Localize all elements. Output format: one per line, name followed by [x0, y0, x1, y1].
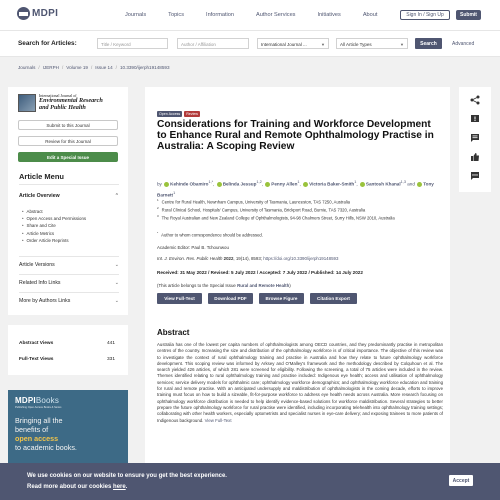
search-label: Search for Articles: — [18, 40, 77, 47]
cookie-policy-link[interactable]: here — [113, 484, 126, 490]
breadcrumb-journals[interactable]: Journals — [18, 65, 36, 70]
author-sup: 1 — [297, 180, 300, 184]
breadcrumb-doi: 10.3390/ijerph19148593 — [119, 65, 170, 70]
main-nav — [125, 12, 399, 18]
special-issue-link[interactable]: Rural and Remote Health — [237, 283, 290, 288]
abstract-body: Australia has one of the lowest per capita numbers of ophthalmologists among OECD countries, and they predominantly practise in metropolitan centres of the country. Increasing the size and distribution of the ophthalmology workforce is of critical importance. The objective of this review was to investigate the context of rural ophthalmology training and practise in Australia and how they relate to future ophthalmology workforce development. This scoping review was informed by Arksey and O'Malley's framework and the methodology described by Colquhoun et al. The search yielded 426 articles, of which 281 were screened for eligibility. Following the screening, a total of 75 articles were included in the review. Themes identified relating to rural ophthalmology training and practise included: Indigenous eye health; access and utilisation of ophthalmology services; service delivery models for ophthalmic care; ophthalmology workforce demographics; and ophthalmology workforce education and training for rural and remote practise. With an anticipated undersupply and maldistribution of ophthalmologists in the coming decade, efforts to improve training must focus on how to build a sizeable, fit-for-purpose workforce to address eye health needs across Australia. More research focusing on ophthalmology workforce distribution is needed to help identify evidence-based solutions for workforce maldistribution. Several strategies to better prepare the future ophthalmology workforce for rural practise were identified, including incorporating telehealth into ophthalmology training settings; collaborating with other health workers, especially optometrists and specialist nurses in eye-care delivery; and exposing trainees to more patients of Indigenous background. — [157, 342, 443, 423]
chevron-down-icon: ⌄ — [114, 298, 119, 304]
article-title: Considerations for Training and Workforce Development to Enhance Rural and Remote Ophthalmology Practise in Australia: A Scoping Review — [157, 119, 434, 153]
journal-select[interactable] — [257, 38, 329, 49]
author-name[interactable]: Victoria Baker-Smith — [309, 181, 355, 187]
fulltext-views-value: 331 — [106, 357, 115, 362]
overview-item-open-access[interactable]: • Open Access and Permissions — [22, 215, 86, 222]
cookie-line1: We use cookies on our website to ensure you get the best experience. — [27, 473, 227, 479]
ad-headline — [15, 416, 121, 452]
nav-journals[interactable]: Journals — [125, 12, 147, 18]
author-name[interactable]: Tony Barnett — [157, 181, 434, 198]
ad-line2: benefits of — [15, 425, 49, 434]
title-keyword-input[interactable]: Title / Keyword — [97, 38, 168, 49]
citation-year: 2022 — [223, 256, 234, 261]
doi-link[interactable]: https://doi.org/10.3390/ijerph19148593 — [263, 256, 339, 261]
article-overview-label: Article Overview — [19, 193, 60, 199]
journal-name-line3: and Public Health — [39, 103, 86, 111]
breadcrumb-volume[interactable]: Volume 19 — [66, 65, 88, 70]
orcid-icon[interactable] — [217, 182, 222, 187]
comment-icon[interactable] — [468, 131, 482, 145]
breadcrumb-issue[interactable]: Issue 14 — [95, 65, 113, 70]
ad-line1: Bringing all the — [15, 416, 63, 425]
affil-text: Author to whom correspondence should be addressed. — [161, 232, 263, 238]
breadcrumb-separator: / — [38, 65, 40, 70]
cookie-banner — [0, 463, 500, 500]
divider — [19, 274, 119, 275]
author-sup: 1,* — [208, 180, 214, 184]
corresponding-note — [157, 230, 439, 239]
author-name[interactable]: Santosh Khanal — [365, 181, 401, 187]
special-prefix: (This article belongs to the Special Issue — [157, 283, 238, 288]
abstract-views-row — [19, 341, 115, 346]
journal-cover-icon — [18, 94, 36, 112]
abstract-views-value: 441 — [106, 341, 115, 346]
breadcrumb-journal[interactable]: IJERPH — [42, 65, 59, 70]
publication-dates: Received: 31 May 2022 / Revised: 5 July 2022 / Accepted: 7 July 2022 / Published: 14 July 2022 — [157, 270, 363, 275]
article-versions-toggle[interactable] — [19, 262, 119, 268]
mdpi-books-logo — [15, 396, 121, 405]
cookie-message — [27, 471, 227, 493]
affiliation-3 — [157, 213, 439, 222]
chevron-up-icon: ⌃ — [114, 193, 119, 199]
article-views-box — [8, 325, 128, 375]
chevron-down-icon: ▼ — [321, 42, 325, 47]
review-badge: Review — [186, 112, 198, 116]
breadcrumb-separator: / — [115, 65, 117, 70]
nav-about[interactable]: About — [362, 12, 378, 18]
accept-cookies-button[interactable]: Accept — [449, 475, 473, 486]
advanced-search-link[interactable]: Advanced — [452, 41, 475, 47]
download-pdf-button[interactable]: Download PDF — [208, 293, 253, 304]
article-overview-toggle[interactable] — [19, 193, 119, 199]
open-access-badge: Open Access — [159, 112, 181, 116]
mdpi-logo[interactable] — [17, 7, 58, 20]
orcid-icon[interactable] — [265, 182, 270, 187]
nav-author-services[interactable]: Author Services — [256, 12, 296, 18]
divider — [19, 292, 119, 293]
journal-select-value: International Journal ... — [261, 42, 307, 47]
affil-text: Centre for Rural Health, Newnham Campus, University of Tasmania, Launceston, TAS 7250, Australia — [161, 199, 350, 205]
orcid-icon[interactable] — [417, 182, 422, 187]
view-full-text-button[interactable]: View Full-Text — [157, 293, 202, 304]
breadcrumb-separator: / — [62, 65, 64, 70]
author-name[interactable]: Kehinde Obamiro — [170, 181, 209, 187]
cookie-line2-suffix: . — [125, 484, 128, 490]
and-label: and — [407, 181, 415, 187]
article-actions — [157, 293, 363, 304]
orcid-icon[interactable] — [164, 182, 169, 187]
special-suffix: ) — [289, 283, 291, 288]
related-info-label: Related Info Links — [19, 280, 61, 286]
chevron-down-icon: ⌄ — [114, 280, 119, 286]
overview-item-reprints[interactable]: • Order Article Reprints — [22, 237, 86, 244]
article-versions-label: Article Versions — [19, 262, 55, 268]
citation-export-button[interactable]: Citation Export — [310, 293, 357, 304]
fulltext-views-label: Full-Text Views — [19, 357, 54, 362]
sign-in-button[interactable]: Sign In / Sign Up — [400, 10, 450, 20]
nav-topics[interactable]: Topics — [168, 12, 185, 18]
article-menu-title: Article Menu — [19, 172, 65, 181]
author-sup: 1 — [173, 190, 176, 195]
breadcrumb — [18, 65, 173, 70]
affil-mark: 2 — [157, 206, 159, 210]
more-by-authors-label: More by Authors Links — [19, 298, 71, 304]
more-icon[interactable] — [468, 169, 482, 183]
related-info-toggle[interactable] — [19, 280, 119, 286]
affil-text: Rural Clinical School, Hospitals' Campus, University of Tasmania, Brickport Road, Burnie, TAS 7320, Australia — [161, 207, 366, 213]
affil-mark: * — [157, 231, 159, 235]
cookie-line2 — [27, 482, 227, 493]
more-by-authors-toggle[interactable] — [19, 298, 119, 304]
chevron-down-icon: ▼ — [400, 42, 404, 47]
affil-mark: 1 — [157, 198, 159, 202]
author-name[interactable]: Penny Allen — [271, 181, 298, 187]
affil-mark: 3 — [157, 214, 159, 218]
article-tags — [157, 111, 202, 117]
share-icon[interactable] — [468, 93, 482, 107]
submit-to-journal-button[interactable]: Submit to this Journal — [18, 120, 118, 130]
mdpi-logo-text: MDPI — [32, 8, 59, 19]
overview-item-share-cite[interactable]: • Share and Cite — [22, 222, 86, 229]
ad-subtitle: Publishing Open Access Books & Series — [15, 406, 62, 409]
search-button[interactable]: Search — [415, 38, 442, 49]
article-type-select[interactable] — [336, 38, 408, 49]
overview-item-metrics[interactable]: • Article Metrics — [22, 230, 86, 237]
fulltext-views-row — [19, 357, 115, 362]
overview-item-abstract[interactable]: • Abstract — [22, 208, 86, 215]
orcid-icon[interactable] — [303, 182, 308, 187]
author-name[interactable]: Belinda Jessup — [222, 181, 257, 187]
browse-figure-button[interactable]: Browse Figure — [259, 293, 304, 304]
orcid-icon[interactable] — [360, 182, 365, 187]
submit-button[interactable]: Submit — [456, 10, 481, 20]
author-sup: 1 — [354, 180, 357, 184]
divider — [19, 184, 119, 185]
journal-info-box — [8, 87, 128, 172]
citation-rest: , 19(14), 8593; — [233, 256, 264, 261]
chevron-down-icon: ⌄ — [114, 262, 119, 268]
abstract-heading: Abstract — [157, 328, 190, 337]
journal-name-line2: Environmental Research — [39, 97, 103, 105]
edit-special-issue-button[interactable]: Edit a Special Issue — [18, 152, 118, 162]
author-sup: 1,2 — [256, 180, 262, 184]
review-for-journal-button[interactable]: Review for this Journal — [18, 136, 118, 146]
author-affiliation-input[interactable]: Author / Affiliation — [177, 38, 249, 49]
ad-logo-b: Books — [35, 396, 60, 405]
breadcrumb-separator: / — [91, 65, 93, 70]
academic-editor: Academic Editor: Paul B. Tchounwou — [157, 245, 229, 250]
author-sup: 1,3 — [400, 180, 406, 184]
search-bar — [0, 31, 500, 57]
journal-name-line1: International Journal of — [39, 93, 77, 98]
view-full-text-link[interactable]: View Full-Text — [204, 417, 232, 423]
citation-journal: Int. J. Environ. Res. Public Health — [157, 256, 223, 261]
ad-logo-a: MDPI — [15, 396, 36, 405]
alert-icon[interactable] — [468, 112, 482, 126]
top-header — [0, 0, 500, 31]
share-toolbar — [459, 87, 491, 192]
divider — [19, 256, 119, 257]
ad-line3: open access — [15, 434, 59, 443]
abstract-text — [157, 342, 443, 424]
special-issue-note — [157, 283, 291, 288]
abstract-views-label: Abstract Views — [19, 341, 54, 346]
cookie-line2-prefix: Read more about our cookies — [27, 484, 114, 490]
journal-logo[interactable] — [18, 94, 118, 116]
by-label: by — [157, 181, 162, 187]
nav-initiatives[interactable]: Initiatives — [317, 12, 341, 18]
affil-text: The Royal Australian and New Zealand College of Ophthalmologists, 94-98 Chalmers Street, Surry Hills, NSW 2010, Australia — [161, 215, 395, 221]
mdpi-logo-icon — [17, 7, 30, 20]
nav-information[interactable]: Information — [206, 12, 234, 18]
ad-line4: to academic books. — [15, 443, 77, 452]
like-icon[interactable] — [468, 150, 482, 164]
citation-line — [157, 256, 338, 261]
journal-name — [39, 94, 103, 111]
article-type-value: All Article Types — [340, 42, 372, 47]
author-list: by Kehinde Obamiro$^{1,*}$, Belinda Jessup$^{1,2}$, Penny Allen$^1$, Victoria Baker-Smith$^1$, Santosh Khanal$^{1,3}$ and Tony Barnett$^1$ — [157, 180, 434, 198]
overview-list — [22, 208, 86, 244]
